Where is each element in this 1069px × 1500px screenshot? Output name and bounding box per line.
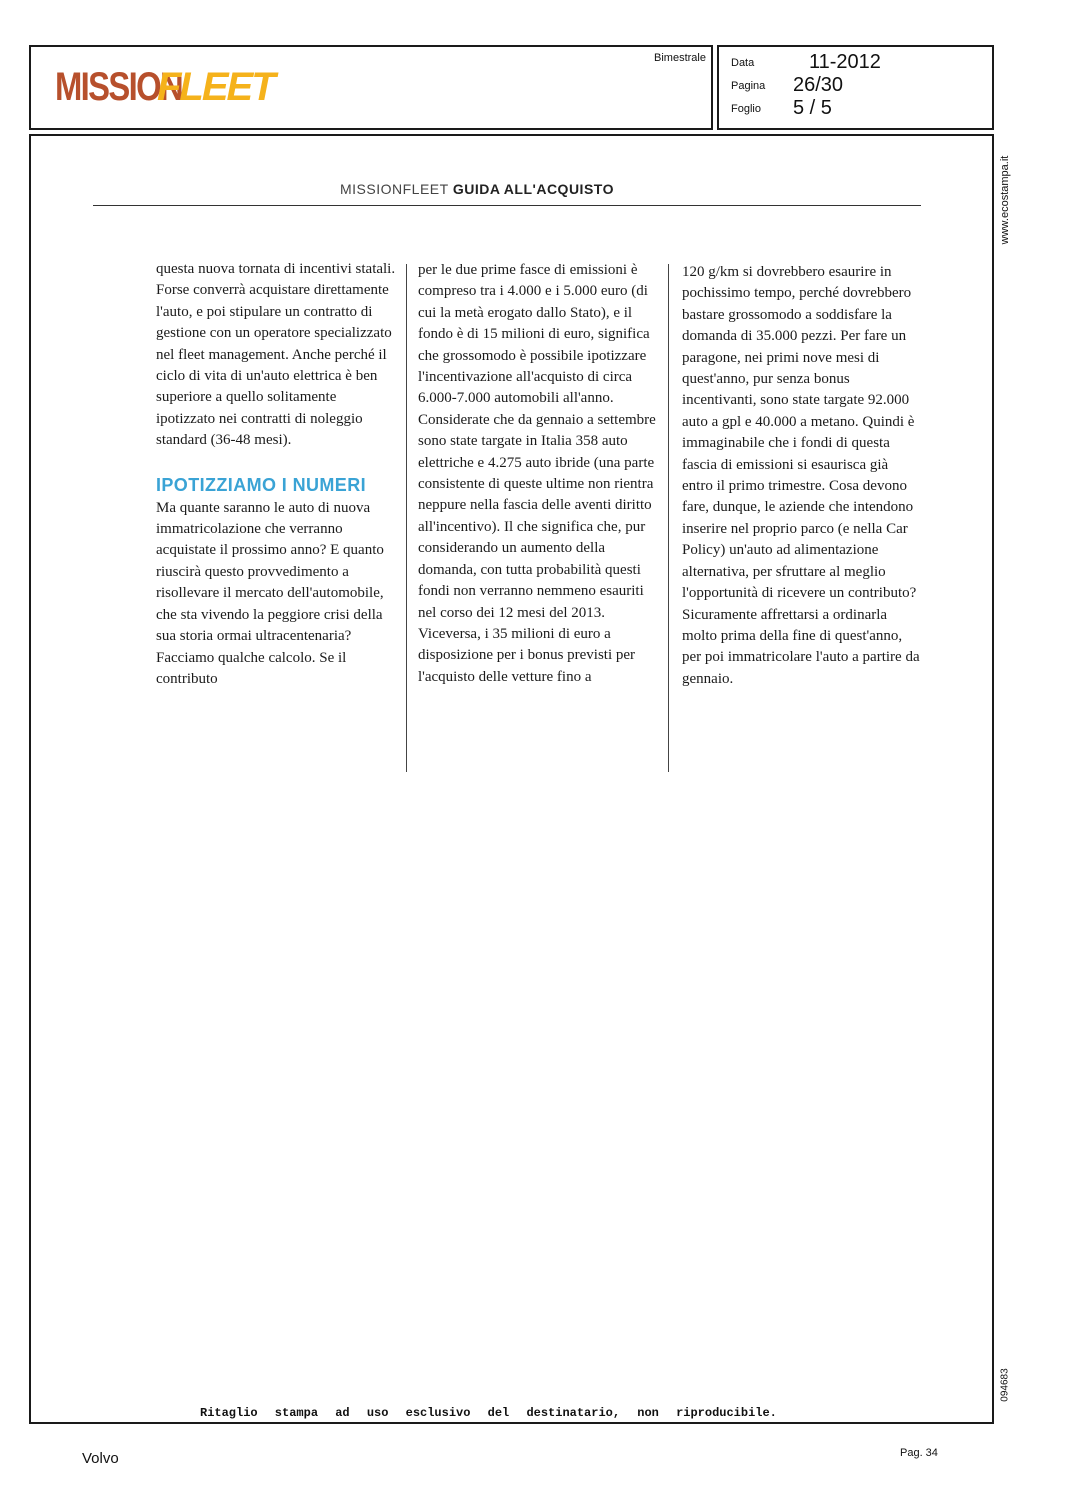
column-divider-1	[406, 264, 407, 772]
running-header-brand: MISSIONFLEET	[340, 181, 449, 197]
logo-fleet-text: FLEET	[157, 65, 274, 109]
data-value: 11-2012	[809, 51, 881, 73]
client-name: Volvo	[82, 1450, 119, 1467]
pagina-label: Pagina	[731, 80, 766, 92]
col1-paragraph-2: Ma quante saranno le auto di nuova immatricolazione che verranno acquistate il prossimo anno? E quanto riuscirà questo provvedimento a risollevare il mercato dell'automobile, che sta vivendo la peggiore crisi della sua storia ormai ultracentenaria? Facciamo qualche calcolo. Se il contributo	[156, 499, 384, 687]
clipping-meta-box	[717, 45, 994, 130]
foglio-label: Foglio	[731, 103, 761, 115]
clipping-code: 094683	[999, 1368, 1011, 1402]
pagina-value: 26/30	[793, 74, 844, 96]
foglio-value: 5 / 5	[793, 97, 832, 119]
meta-row-foglio	[731, 97, 981, 119]
article-column-2	[418, 260, 658, 688]
missionfleet-logo	[55, 65, 274, 109]
periodicity-label: Bimestrale	[654, 52, 706, 64]
article-column-3	[682, 262, 922, 690]
meta-row-pagina	[731, 74, 981, 96]
page-number: Pag. 34	[900, 1447, 938, 1459]
reproduction-disclaimer: Ritaglio stampa ad uso esclusivo del destinatario, non riproducibile.	[200, 1406, 777, 1420]
col3-paragraph: 120 g/km si dovrebbero esaurire in pochissimo tempo, perché dovrebbero bastare grossomodo a soddisfare la domanda di 35.000 pezzi. Per fare un paragone, nei primi nove mesi di quest'anno, pur senza bonus incentivanti, sono state targate 92.000 auto a gpl e 40.000 a metano. Quindi è immaginabile che i fondi di questa fascia di emissioni si esaurisca già entro il primo trimestre. Cosa devono fare, dunque, le aziende che intendono inserire nel proprio parco (e nella Car Policy) un'auto ad alimentazione alternativa, per sfruttare al meglio l'opportunità di ricevere un contributo? Sicuramente affrettarsi a ordinarla molto prima della fine di quest'anno, per poi immatricolare l'auto a partire da gennaio.	[682, 264, 920, 687]
section-subheading: IPOTIZZIAMO I NUMERI	[156, 474, 366, 495]
logo-mission-text: MISSION	[55, 65, 183, 109]
masthead-box	[29, 45, 713, 130]
running-header	[93, 181, 921, 206]
col1-paragraph-1: questa nuova tornata di incentivi statali. Forse converrà acquistare direttamente l'auto, e poi stipulare un contratto di gestione con un operatore specializzato nel fleet management. Anche perché il ciclo di vita di un'auto elettrica è ben superiore a quello solitamente ipotizzato nei contratti di noleggio standard (36-48 mesi).	[156, 261, 396, 449]
column-divider-2	[668, 264, 669, 772]
side-url	[995, 140, 1015, 260]
data-label: Data	[731, 57, 755, 69]
running-header-section: GUIDA ALL'ACQUISTO	[452, 181, 614, 197]
ecostampa-url: www.ecostampa.it	[999, 155, 1011, 245]
col2-paragraph: per le due prime fasce di emissioni è compreso tra i 4.000 e i 5.000 euro (di cui la metà erogato dallo Stato), e il fondo è di 15 milioni di euro, significa che grossomodo è possibile ipotizzare l'incentivazione all'acquisto di circa 6.000-7.000 automobili all'anno. Considerate che da gennaio a settembre sono state targate in Italia 358 auto elettriche e 4.275 auto ibride (una parte consistente di queste ultime non rientra neppure nella fascia delle aventi diritto all'incentivo). Il che significa che, pur considerando un aumento della domanda, con tutta probabilità questi fondi non verranno nemmeno esauriti nel corso dei 12 mesi del 2013. Viceversa, i 35 milioni di euro a disposizione per i bonus previsti per l'acquisto delle vetture fino a	[418, 262, 656, 685]
side-code	[995, 1360, 1015, 1410]
meta-row-data	[731, 51, 981, 73]
article-column-1	[156, 259, 396, 690]
